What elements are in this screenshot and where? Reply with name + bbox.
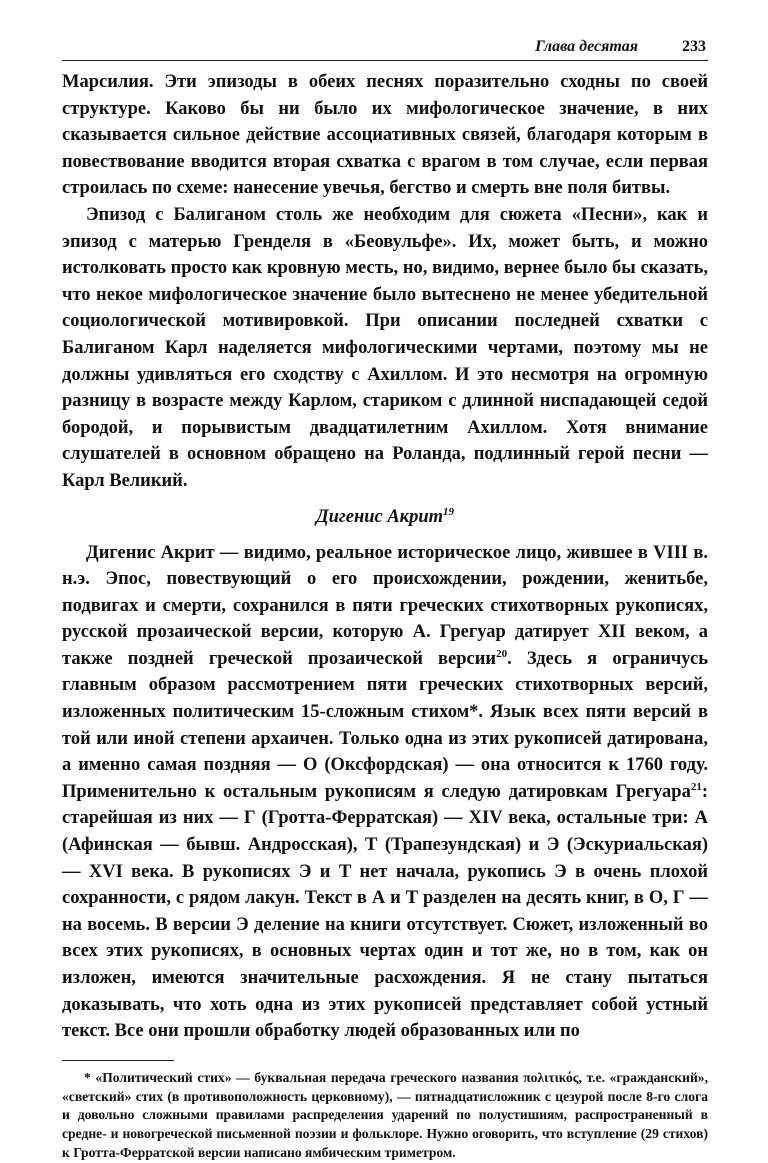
- paragraph-3-part-3: : старейшая из них — Г (Гротта-Ферратская) — XIV века, остальные три: А (Афинская — бывш. Андросская), Т (Трапезундская) и Э (Эскуриальская) — XVI века. В рукописях Э и Т нет начала, рукопись Э в очень плохой сохранности, с рядом лакун. Текст в А и Т разделен на десять книг, в О, Г — на восемь. В версии Э деление на книги отсутствует. Сюжет, изложенный во всех этих рукописях, в основных чертах один и тот же, но в том, как он изложен, имеются значительные расхождения. Я не стану пытаться доказывать, что хоть одна из этих рукописей представляет собой устный текст. Все они прошли обработку людей образованных или по: [62, 781, 708, 1042]
- footnote-ref-20: 20: [496, 647, 508, 660]
- footnote-ref-21: 21: [690, 780, 702, 793]
- paragraph-3-part-2: . Здесь я ограничусь главным образом рассмотрением пяти греческих стихотворных версий, изложенных политическим 15-сложным стихом*. Язык всех пяти версий в той или иной степени архаичен. Только одна из этих рукописей датирована, а именно самая поздняя — О (Оксфордская) — она относится к 1760 году. Применительно к остальным рукописям я следую датировкам Грегуара: [62, 648, 708, 802]
- paragraph-1: Марсилия. Эти эпизоды в обеих песнях поразительно сходны по своей структуре. Каково бы ни было их мифологическое значение, в них сказывается сильное действие ассоциативных связей, благодаря которым в повествование вводится вторая схватка с врагом в том случае, если первая строилась по схеме: нанесение увечья, бегство и смерть вне поля битвы.: [62, 72, 708, 199]
- page-number: 233: [682, 38, 706, 55]
- section-title-text: Дигенис Акрит: [315, 506, 443, 527]
- footnote: [62, 1069, 708, 1163]
- book-page: [62, 36, 708, 1163]
- footnote-text: * «Политический стих» — буквальная передача греческого названия πολιτικός, т.е. «гражданский», «светский» стих (в противоположность церковному), — пятнадцатисложник с цезурой после 8-го слога и довольно сложными правилами распределения ударений по полустишиям, распространенный в средне- и новогреческой письменной поэзии и фольклоре. Нужно оговорить, что вступление (29 стихов) к Гротта-Ферратской версии написано ямбическим триметром.: [62, 1069, 708, 1160]
- section-heading: [62, 504, 708, 530]
- footnote-rule: [62, 1060, 174, 1061]
- section-note-ref: 19: [443, 505, 454, 518]
- paragraph-3-part-1: Дигенис Акрит — видимо, реальное историческое лицо, жившее в VIII в. н.э. Эпос, повествующий о его происхождении, рождении, женитьбе, подвигах и смерти, сохранился в пяти греческих стихотворных рукописях, русской прозаической версии, которую А. Грегуар датирует XII веком, а также поздней греческой прозаической версии: [62, 542, 708, 669]
- running-head: [62, 36, 708, 61]
- paragraph-2: Эпизод с Балиганом столь же необходим для сюжета «Песни», как и эпизод с матерью Гренделя в «Беовульфе». Их, может быть, и можно истолковать просто как кровную месть, но, видимо, вернее было бы сказать, что некое мифологическое значение было вытеснено не менее убедительной социологической мотивировкой. При описании последней схватки с Балиганом Карл наделяется мифологическими чертами, поэтому мы не должны удивляться его сходству с Ахиллом. И это несмотря на огромную разницу в возрасте между Карлом, стариком с длинной ниспадающей седой бородой, и порывистым двадцатилетним Ахиллом. Хотя внимание слушателей в основном обращено на Роланда, подлинный герой песни — Карл Великий.: [62, 204, 708, 491]
- body-text: [62, 69, 708, 1045]
- paragraph-3: [62, 540, 708, 1045]
- chapter-title: Глава десятая: [535, 38, 638, 55]
